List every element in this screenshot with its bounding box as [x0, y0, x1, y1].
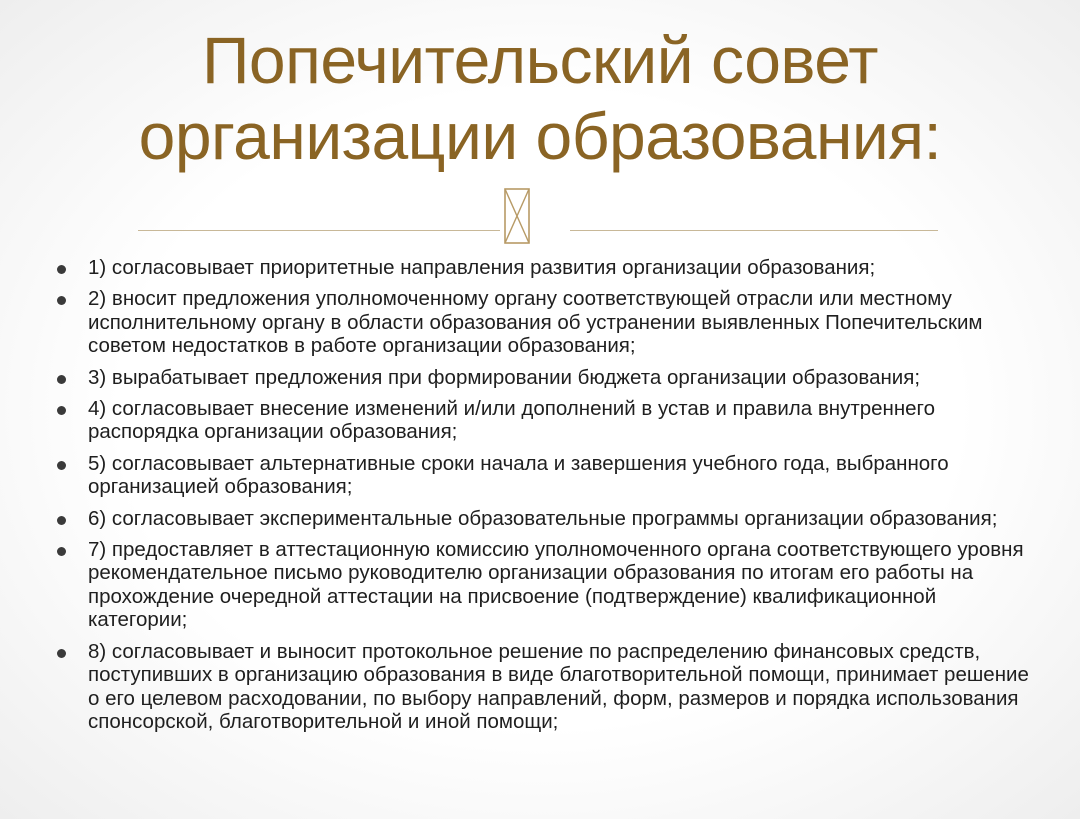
divider-line-left	[138, 230, 500, 231]
bullet-icon	[57, 649, 66, 658]
title-divider	[0, 180, 1080, 260]
list-item	[0, 256, 1080, 279]
page-title	[0, 22, 1080, 174]
list-item	[0, 538, 1080, 632]
list-item	[0, 507, 1080, 530]
list-item	[0, 640, 1080, 734]
bullet-icon	[57, 406, 66, 415]
list-item-text: 6) согласовывает экспериментальные образовательные программы организации образования;	[88, 506, 998, 530]
list-item-text: 7) предоставляет в аттестационную комиссию уполномоченного органа соответствующего уровня рекомендательное письмо руководителю организации образования по итогам его работы на прохождение очередной аттестации на присвоение (подтверждение) квалификационной категории;	[88, 538, 1024, 632]
list-item-text: 5) согласовывает альтернативные сроки начала и завершения учебного года, выбранного организацией образования;	[88, 451, 949, 499]
list-item	[0, 452, 1080, 499]
title-line-2: организации образования:	[138, 99, 942, 173]
bullet-icon	[57, 375, 66, 384]
bullet-icon	[57, 547, 66, 556]
divider-line-right	[570, 230, 938, 231]
bullet-icon	[57, 296, 66, 305]
ornament-icon	[503, 187, 531, 245]
bullet-icon	[57, 265, 66, 274]
list-item-text: 8) согласовывает и выносит протокольное решение по распределению финансовых средств, поступивших в организацию образования в виде благотворительной помощи, принимает решение о его целевом расходовании, по выбору направлений, форм, размеров и порядка использования спонсорской, благотворительной и иной помощи;	[88, 639, 1029, 733]
list-item	[0, 287, 1080, 357]
powers-list	[0, 256, 1080, 741]
list-item-text: 2) вносит предложения уполномоченному органу соответствующей отрасли или местному исполнительному органу в области образования об устранении выявленных Попечительским советом недостатков в работе организации образования;	[88, 287, 983, 358]
list-item-text: 4) согласовывает внесение изменений и/или дополнений в устав и правила внутреннего распорядка организации образования;	[88, 397, 935, 444]
bullet-icon	[57, 516, 66, 525]
list-item-text: 1) согласовывает приоритетные направления развития организации образования;	[88, 256, 876, 279]
list-item	[0, 397, 1080, 444]
title-line-1: Попечительский совет	[201, 23, 878, 97]
list-item-text: 3) вырабатывает предложения при формировании бюджета организации образования;	[88, 365, 921, 389]
bullet-icon	[57, 461, 66, 470]
list-item	[0, 366, 1080, 389]
